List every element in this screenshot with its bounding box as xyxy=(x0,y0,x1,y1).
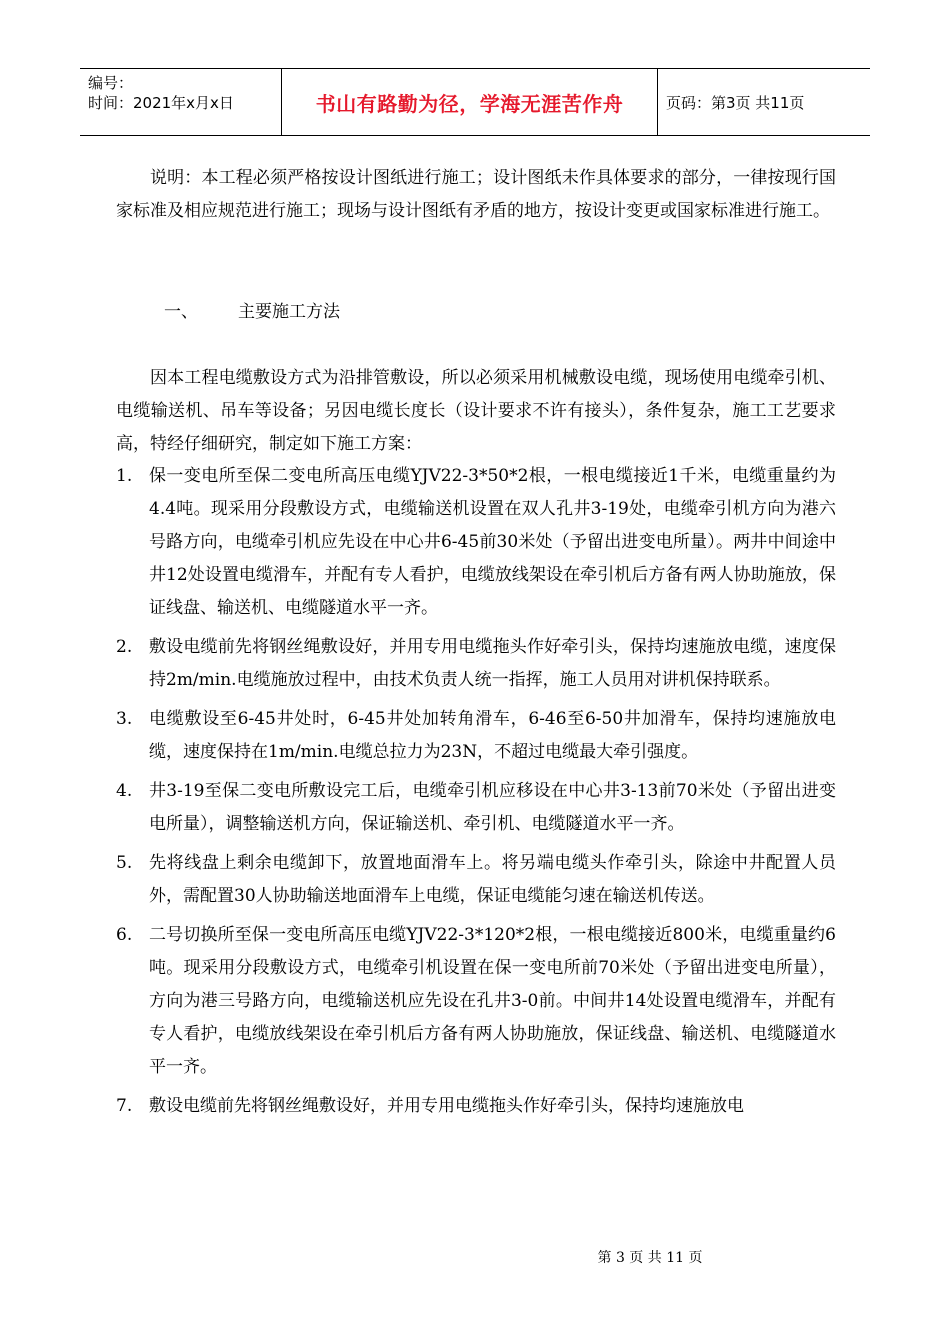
list-item xyxy=(116,631,836,697)
list-item-text: 井3-19至保二变电所敷设完工后，电缆牵引机应移设在中心井3-13前70米处（予留出进变电所量），调整输送机方向，保证输送机、牵引机、电缆隧道水平一齐。 xyxy=(149,781,836,834)
list-item-text: 电缆敷设至6-45井处时，6-45井处加转角滑车，6-46至6-50井加滑车，保持均速施放电缆，速度保持在1m/min.电缆总拉力为23N，不超过电缆最大牵引强度。 xyxy=(149,709,836,762)
list-item xyxy=(116,460,836,625)
header-meta-cell xyxy=(80,69,282,135)
list-item-number: 4. xyxy=(116,781,133,801)
list-item-text: 二号切换所至保一变电所高压电缆YJV22-3*120*2根，一根电缆接近800米，电缆重量约6吨。现采用分段敷设方式，电缆牵引机设置在保一变电所前70米处（予留出进变电所量），方向为港三号路方向，电缆输送机应先设在孔井3-0前。中间井14处设置电缆滑车，并配有专人看护，电缆放线架设在牵引机后方备有两人协助施放，保证线盘、输送机、电缆隧道水平一齐。 xyxy=(149,925,836,1077)
header-motto: 书山有路勤为径，学海无涯苦作舟 xyxy=(282,69,658,135)
list-item xyxy=(116,1090,836,1123)
page-header-table xyxy=(80,68,870,136)
list-item-number: 2. xyxy=(116,637,133,657)
footer-page-number: 第 3 页 共 11 页 xyxy=(597,1250,703,1266)
section-heading xyxy=(164,297,340,322)
section-title: 主要施工方法 xyxy=(238,302,340,322)
list-item-number: 1. xyxy=(116,466,133,486)
page-footer xyxy=(0,1247,950,1267)
header-page-code: 页码：第3页 共11页 xyxy=(666,93,805,112)
section-intro-paragraph: 因本工程电缆敷设方式为沿排管敷设，所以必须采用机械敷设电缆，现场使用电缆牵引机、电缆输送机、吊车等设备；另因电缆长度长（设计要求不许有接头），条件复杂，施工工艺要求高，特经仔细研究，制定如下施工方案： xyxy=(116,368,836,454)
document-time-label: 时间：2021年x月x日 xyxy=(88,94,234,112)
list-item xyxy=(116,775,836,841)
list-item-number: 7. xyxy=(116,1096,133,1116)
list-item-text: 敷设电缆前先将钢丝绳敷设好，并用专用电缆拖头作好牵引头，保持均速施放电缆，速度保持2m/min.电缆施放过程中，由技术负责人统一指挥，施工人员用对讲机保持联系。 xyxy=(149,637,836,690)
section-number: 一、 xyxy=(164,302,198,322)
list-item xyxy=(116,919,836,1084)
document-number-label: 编号： xyxy=(88,74,134,92)
construction-steps-list xyxy=(116,460,836,1129)
list-item-number: 5. xyxy=(116,853,133,873)
list-item-number: 3. xyxy=(116,709,133,729)
list-item-text: 先将线盘上剩余电缆卸下，放置地面滑车上。将另端电缆头作牵引头，除途中井配置人员外，需配置30人协助输送地面滑车上电缆，保证电缆能匀速在输送机传送。 xyxy=(149,853,836,906)
list-item-number: 6. xyxy=(116,925,133,945)
intro-paragraph: 说明：本工程必须严格按设计图纸进行施工；设计图纸未作具体要求的部分，一律按现行国家标准及相应规范进行施工；现场与设计图纸有矛盾的地方，按设计变更或国家标准进行施工。 xyxy=(116,168,836,221)
list-item xyxy=(116,703,836,769)
list-item-text: 敷设电缆前先将钢丝绳敷设好，并用专用电缆拖头作好牵引头，保持均速施放电 xyxy=(149,1096,744,1116)
list-item xyxy=(116,847,836,913)
list-item-text: 保一变电所至保二变电所高压电缆YJV22-3*50*2根，一根电缆接近1千米，电缆重量约为4.4吨。现采用分段敷设方式，电缆输送机设置在双人孔井3-19处，电缆牵引机方向为港六号路方向，电缆牵引机应先设在中心井6-45前30米处（予留出进变电所量）。两井中间途中井12处设置电缆滑车，并配有专人看护，电缆放线架设在牵引机后方备有两人协助施放，保证线盘、输送机、电缆隧道水平一齐。 xyxy=(149,466,836,618)
